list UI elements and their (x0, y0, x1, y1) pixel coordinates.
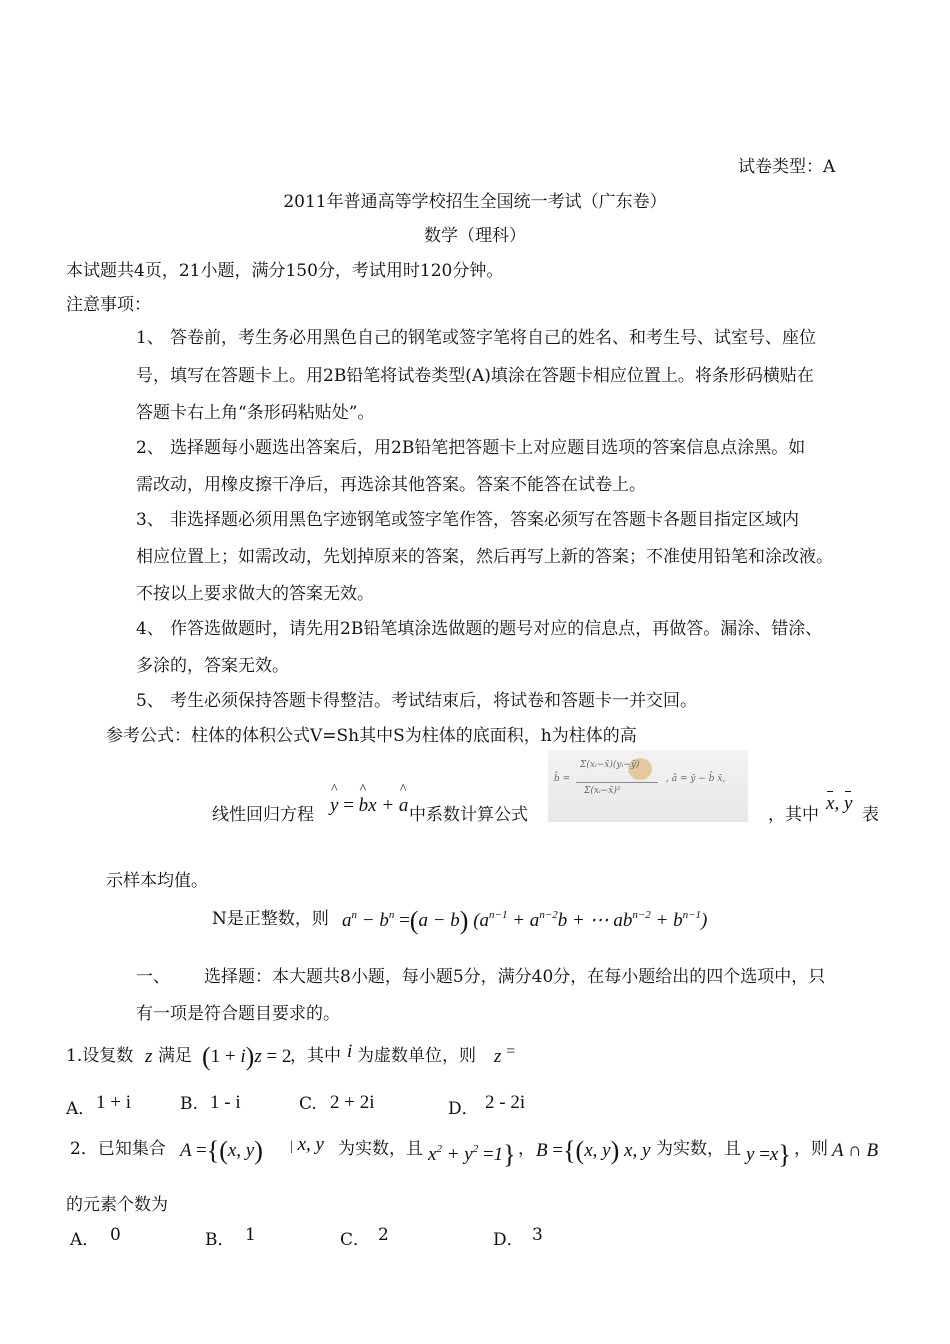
exam-title: 2011年普通高等学校招生全国统一考试（广东卷） (283, 192, 667, 212)
identity-prefix: N是正整数，则 (212, 909, 329, 929)
regression-equation: ^ y = ^ bx + ^ a (330, 795, 408, 817)
q1-text-4: 为虚数单位，则 (357, 1046, 476, 1066)
q2-option-d-value: 3 (532, 1225, 543, 1245)
note-1-line-1: 答卷前，考生务必用黑色自己的钢笔或签字笔将自己的姓名、和考生号、试室号、座位 (170, 328, 816, 348)
note-5-number: 5、 (136, 691, 164, 711)
q1-var-z: z (145, 1046, 153, 1067)
q2-text-4: ，则 (794, 1139, 828, 1159)
q1-option-a-label: A． (66, 1099, 96, 1119)
q1-option-c-label: C. (299, 1094, 317, 1114)
note-4-line-2: 多涂的，答案无效。 (136, 656, 289, 676)
q1-option-c-value: 2 + 2i (330, 1092, 375, 1113)
note-3-number: 3、 (136, 510, 164, 530)
q2-set-b: B ={(x, y) x, y (536, 1136, 651, 1165)
q1-option-d-label: D． (448, 1099, 479, 1119)
reference-line-3: 示样本均值。 (106, 871, 208, 891)
q2-option-a-value: 0 (110, 1225, 121, 1245)
exam-subject: 数学（理科） (424, 226, 526, 246)
note-5-line-1: 考生必须保持答题卡得整洁。考试结束后，将试卷和答题卡一并交回。 (170, 691, 697, 711)
exam-intro: 本试题共4页，21小题，满分150分，考试用时120分钟。 (66, 261, 504, 281)
power-difference-identity: $a^n - b^n =(a - b) (a^{n-1} + a^{n-2}b$ + ⋯ $ab^{n-2} + b^{n-1}$) (342, 906, 708, 935)
section-1-line-2: 有一项是符合题目要求的。 (136, 1004, 340, 1024)
note-2-line-2: 需改动，用橡皮擦干净后，再选涂其他答案。答案不能答在试卷上。 (136, 475, 646, 495)
q2-option-c-label: C． (340, 1230, 371, 1250)
q2-option-c-value: 2 (378, 1225, 389, 1245)
q1-condition: (1 + i)z = 2 (202, 1042, 292, 1071)
q2-set-a-cond: | x, y (290, 1134, 324, 1155)
sample-means: x, y (826, 793, 853, 814)
q2-option-a-label: A． (70, 1230, 100, 1250)
q1-option-a-value: 1 + i (96, 1092, 131, 1113)
q1-text-2: 满足 (158, 1046, 192, 1066)
coefficient-formula-image: b̂ = Σ(xᵢ−x̄)(yᵢ−ȳ) Σ(xᵢ−x̄)² , â = ȳ − b̂ x̄, (548, 750, 748, 822)
note-1-line-2: 号，填写在答题卡上。用2B铅笔将试卷类型(A)填涂在答题卡相应位置上。将条形码横贴在 (136, 366, 814, 386)
q1-option-b-label: B. (180, 1094, 198, 1114)
note-2-line-1: 选择题每小题选出答案后，用2B铅笔把答题卡上对应题目选项的答案信息点涂黑。如 (170, 438, 806, 458)
note-3-line-2: 相应位置上；如需改动，先划掉原来的答案，然后再写上新的答案；不准使用铅笔和涂改液。 (136, 547, 833, 567)
q2-text-1: 2．已知集合 (70, 1139, 166, 1159)
q2-line-2: 的元素个数为 (66, 1195, 168, 1215)
regression-prefix: 线性回归方程 (212, 805, 314, 825)
note-2-number: 2、 (136, 438, 164, 458)
section-1-line-1: 选择题：本大题共8小题，每小题5分，满分40分，在每小题给出的四个选项中，只 (204, 967, 826, 987)
paper-type: 试卷类型：A (738, 157, 836, 177)
q2-option-b-label: B． (205, 1230, 235, 1250)
q1-var-i: i (347, 1041, 353, 1062)
q1-option-d-value: 2 - 2i (485, 1092, 526, 1113)
q2-text-3: 为实数，且 (656, 1139, 741, 1159)
q1-option-b-value: 1 - i (210, 1092, 241, 1113)
q1-var-z-end: z = (494, 1043, 516, 1067)
reference-line-1: 参考公式：柱体的体积公式V=Sh其中S为柱体的底面积，h为柱体的高 (106, 726, 637, 746)
note-1-line-3: 答题卡右上角“条形码粘贴处”。 (136, 403, 375, 423)
note-4-number: 4、 (136, 619, 164, 639)
q2-circle-equation: $x^2 + y^2 =1$} (428, 1140, 516, 1169)
q2-line-equation: y =x} (746, 1140, 791, 1169)
q2-option-d-label: D． (493, 1230, 524, 1250)
note-3-line-1: 非选择题必须用黑色字迹钢笔或签字笔作答，答案必须写在答题卡各题目指定区域内 (170, 510, 799, 530)
regression-suffix: ，其中 (768, 805, 819, 825)
regression-end: 表 (862, 805, 879, 825)
note-3-line-3: 不按以上要求做大的答案无效。 (136, 584, 374, 604)
note-4-line-1: 作答选做题时，请先用2B铅笔填涂选做题的题号对应的信息点，再做答。漏涂、错涂、 (170, 619, 823, 639)
section-1-number: 一、 (136, 967, 170, 987)
q2-set-a: A ={(x, y) (180, 1136, 263, 1165)
q2-text-2: 为实数，且 (338, 1139, 423, 1159)
note-1-number: 1、 (136, 328, 164, 348)
q2-intersection: A ∩ B (832, 1140, 879, 1161)
notes-heading: 注意事项： (66, 295, 151, 315)
q1-text-3: ，其中 (290, 1046, 341, 1066)
q2-option-b-value: 1 (245, 1225, 256, 1245)
q2-comma: ， (518, 1139, 535, 1159)
regression-middle: 中系数计算公式 (409, 805, 528, 825)
q1-text-1: 1.设复数 (66, 1046, 134, 1066)
